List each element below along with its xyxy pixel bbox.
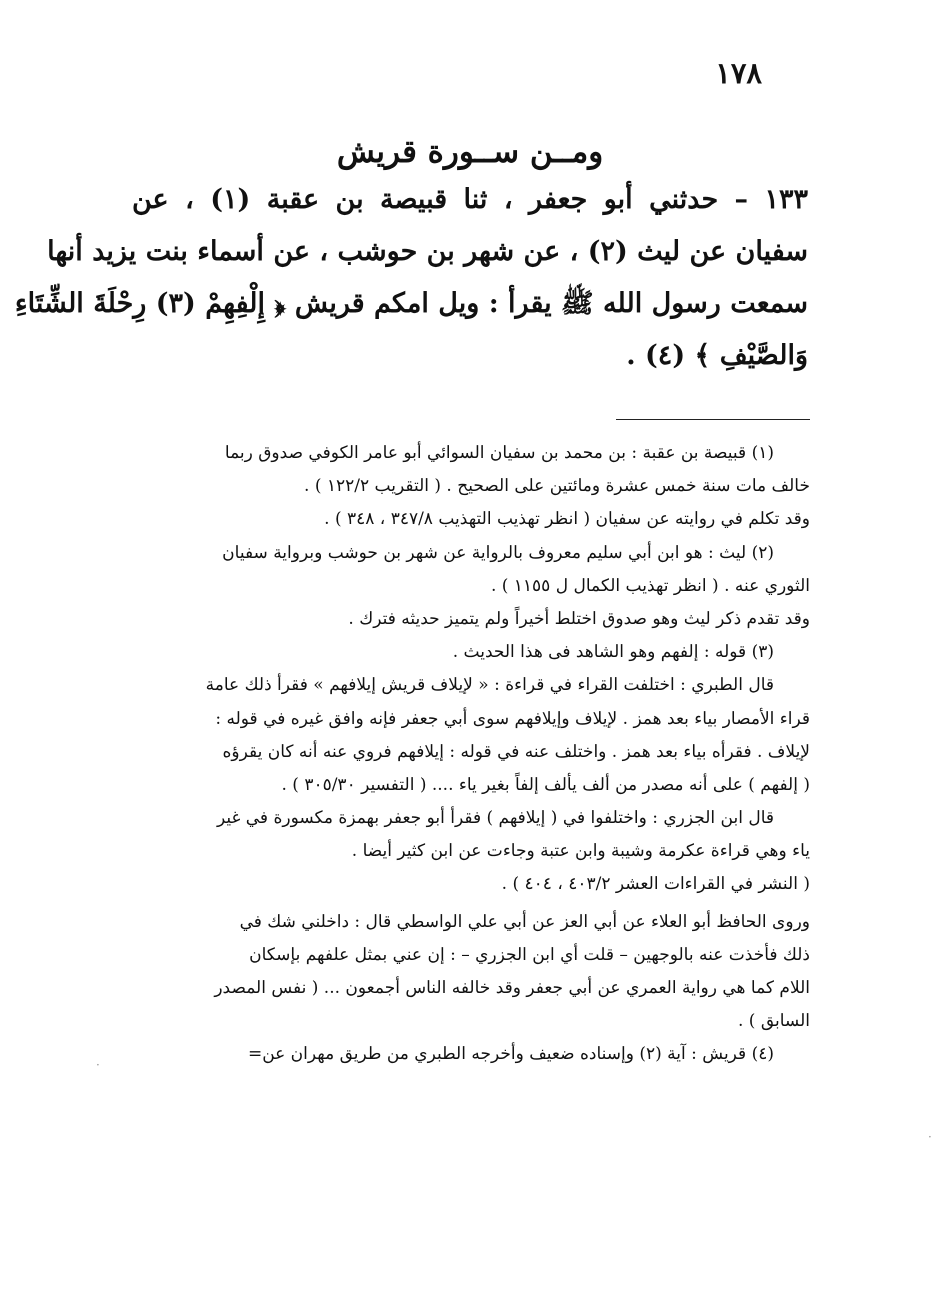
hadith-line: سمعت رسول الله ﷺ يقرأ : ويل امكم قريش ﴿ إِلْفِهِمْ (٣) رِحْلَةَ الشِّتَاءِ	[14, 288, 808, 319]
footnote-line: (٢) ليث : هو ابن أبي سليم معروف بالرواية عن شهر بن حوشب وبرواية سفيان	[222, 542, 774, 563]
scan-speck: ·	[928, 1130, 932, 1144]
footnote-line: خالف مات سنة خمس عشرة ومائتين على الصحيح . ( التقريب ١٢٢/٢ ) .	[304, 476, 810, 497]
footnote-line: (١) قبيصة بن عقبة : بن محمد بن سفيان السوائي أبو عامر الكوفي صدوق ربما	[224, 443, 774, 463]
footnote-line: الثوري عنه . ( انظر تهذيب الكمال ل ١١٥٥ ) .	[490, 575, 810, 596]
footnote-line: ( النشر في القراءات العشر ٤٠٣/٢ ، ٤٠٤ ) .	[501, 874, 810, 895]
footnote-line: وقد تقدم ذكر ليث وهو صدوق اختلط أخيراً ولم يتميز حديثه فترك .	[348, 608, 810, 629]
hadith-text	[14, 184, 809, 394]
footnote-line: لإيلاف . فقرأه بياء بعد همز . واختلف عنه في قوله : إيلافهم فروي عنه أنه كان يقرؤه	[222, 741, 810, 762]
footnote-separator	[616, 419, 810, 420]
surah-title: ومــن ســورة قريش	[336, 134, 604, 170]
footnote-line: السابق ) .	[737, 1011, 810, 1032]
footnote-line: قراء الأمصار بياء بعد همز . لإيلاف وإيلافهم سوى أبي جعفر فإنه وافق غيره في قوله :	[215, 708, 810, 729]
hadith-line: سفيان عن ليث (٢) ، عن شهر بن حوشب ، عن أسماء بنت يزيد أنها	[47, 236, 808, 267]
footnote-line: قال الطبري : اختلفت القراء في قراءة : « لإيلاف قريش إيلافهم » فقرأ ذلك عامة	[205, 675, 774, 696]
footnote-line: (٤) قريش : آية (٢) وإسناده ضعيف وأخرجه الطبري من طريق مهران عن=	[247, 1044, 774, 1065]
footnote-line: وروى الحافظ أبو العلاء عن أبي العز عن أبي علي الواسطي قال : داخلني شك في	[239, 911, 810, 932]
footnote-line: ياء وهي قراءة عكرمة وشيبة وابن عتبة وجاءت عن ابن كثير أيضا .	[351, 841, 810, 862]
footnote-line: قال ابن الجزري : واختلفوا في ( إيلافهم ) فقرأ أبو جعفر بهمزة مكسورة في غير	[216, 808, 774, 829]
footnote-line: اللام كما هي رواية العمري عن أبي جعفر وقد خالفه الناس أجمعون ... ( نفس المصدر	[214, 978, 810, 998]
footnotes	[130, 445, 810, 1080]
footnote-line: (٣) قوله : إلفهم وهو الشاهد فى هذا الحديث .	[452, 642, 774, 663]
footnote-line: ذلك فأخذت عنه بالوجهين – قلت أي ابن الجزري – : إن عني بمثل علفهم بإسكان	[249, 944, 810, 965]
footnote-line: ( إلفهم ) على أنه مصدر من ألف يألف إلفاً بغير ياء .... ( التفسير ٣٠٥/٣٠ ) .	[281, 774, 810, 795]
hadith-line: وَالصَّيْفِ ﴾ (٤) .	[626, 340, 808, 371]
footnote-line: وقد تكلم في روايته عن سفيان ( انظر تهذيب التهذيب ٣٤٧/٨ ، ٣٤٨ ) .	[324, 509, 810, 530]
page-number: ١٧٨	[715, 56, 762, 90]
hadith-line: ١٣٣ – حدثني أبو جعفر ، ثنا قبيصة بن عقبة (١) ، عن	[132, 184, 809, 215]
scan-speck: ·	[96, 1058, 100, 1072]
